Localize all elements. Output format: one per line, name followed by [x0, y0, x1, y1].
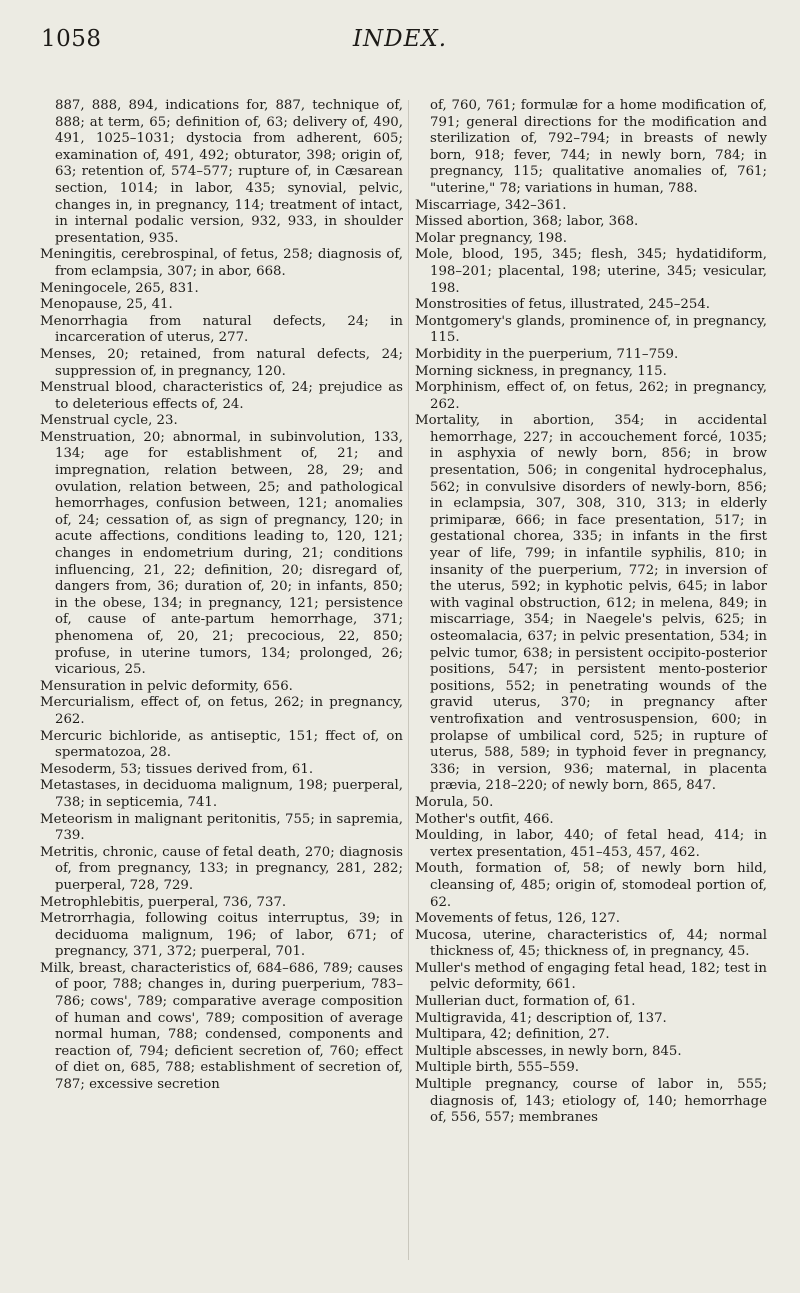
index-column-left [40, 98, 403, 1094]
index-entry: Morning sickness, in pregnancy, 115. [415, 363, 667, 379]
index-entry: Mesoderm, 53; tissues derived from, 61. [40, 761, 314, 777]
index-entry: Meningitis, cerebrospinal, of fetus, 258; diagnosis of, from eclampsia, 307; in abor, 668. [40, 247, 403, 279]
index-entry: Meteorism in malignant peritonitis, 755; in sapremia, 739. [40, 811, 403, 844]
index-entry: Metritis, chronic, cause of fetal death, 270; diagnosis of, from pregnancy, 133; in pregnancy, 281, 282; puerperal, 728, 729. [40, 844, 403, 893]
index-entry: Muller's method of engaging fetal head, 182; test in pelvic deformity, 661. [415, 960, 767, 993]
index-entry: Metrorrhagia, following coitus interruptus, 39; in deciduoma malignum, 196; of labor, 671; of pregnancy, 371, 372; puerperal, 701. [40, 911, 403, 960]
index-entry: Menstrual blood, characteristics of, 24; prejudice as to deleterious effects of, 24. [40, 380, 403, 412]
index-entry: Menstruation, 20; abnormal, in subinvolution, 133, 134; age for establishment of, 21; and impregnation, relation between, 28, 29; and ovulation, relation between, 25; and pathological hemorrhages, confusion between, 121; anomalies of, 24; cessation of, as sign of pregnancy, 120; in acute affections, conditions leading to, 120, 121; changes in endometrium during, 21; conditions influencing, 21, 22; definition, 20; disregard of, dangers from, 36; duration of, 20; in infants, 850; in the obese, 134; in pregnancy, 121; persistence of, cause of ante-partum hemorrhage, 371; phenomena of, 20, 21; precocious, 22, 850; profuse, in uterine tumors, 134; prolonged, 26; vicarious, 25. [40, 429, 403, 678]
index-entry: Monstrosities of fetus, illustrated, 245–254. [415, 297, 711, 313]
index-entry: Molar pregnancy, 198. [415, 230, 567, 246]
index-entry: Moulding, in labor, 440; of fetal head, 414; in vertex presentation, 451–453, 457, 462. [415, 828, 767, 860]
index-entry: Mother's outfit, 466. [415, 811, 554, 827]
index-entry: Multiple pregnancy, course of labor in, 555; diagnosis of, 143; etiology of, 140; hemorrhage of, 556, 557; membranes [415, 1077, 767, 1126]
index-entry: Mensuration in pelvic deformity, 656. [40, 678, 293, 694]
index-entry: Menopause, 25, 41. [40, 297, 173, 313]
index-entry: of, 760, 761; formulæ for a home modification of, 791; general directions for the modification and sterilization of, 792–794; in breasts of newly born, 918; fever, 744; in newly born, 784; in pregnancy, 115; qualitative anomalies of, 761; "uterine," 78; variations in human, 788. [430, 98, 767, 196]
index-entry: 887, 888, 894, indications for, 887, technique of, 888; at term, 65; definition of, 63; delivery of, 490, 491, 1025–1031; dystocia from adherent, 605; examination of, 491, 492; obturator, 398; origin of, 63; retention of, 574–577; rupture of, in Cæsarean section, 1014; in labor, 435; synovial, pelvic, changes in, in pregnancy, 114; treatment of intact, in internal podalic version, 932, 933, in shoulder presentation, 935. [55, 98, 403, 246]
index-entry: Mercurialism, effect of, on fetus, 262; in pregnancy, 262. [40, 695, 403, 727]
index-entry: Multigravida, 41; description of, 137. [415, 1010, 667, 1026]
index-entry: Menstrual cycle, 23. [40, 413, 178, 429]
index-entry: Multiple birth, 555–559. [415, 1060, 580, 1076]
index-entry: Mole, blood, 195, 345; flesh, 345; hydatidiform, 198–201; placental, 198; uterine, 345; vesicular, 198. [415, 247, 767, 296]
index-entry: Multiple abscesses, in newly born, 845. [415, 1043, 682, 1059]
index-entry: Metastases, in deciduoma malignum, 198; puerperal, 738; in septicemia, 741. [40, 778, 403, 810]
column-divider [408, 100, 409, 1260]
index-entry: Milk, breast, characteristics of, 684–686, 789; causes of poor, 788; changes in, during puerperium, 783–786; cows', 789; comparative average composition of human and cows', 789; composition of average normal human, 788; condensed, components and reaction of, 794; deficient secretion of, 760; effect of diet on, 685, 788; establishment of secretion of, 787; excessive secretion [40, 960, 403, 1093]
index-entry: Movements of fetus, 126, 127. [415, 911, 621, 927]
page-header [0, 26, 800, 66]
index-entry: Morphinism, effect of, on fetus, 262; in pregnancy, 262. [415, 380, 767, 412]
index-entry: Montgomery's glands, prominence of, in pregnancy, 115. [415, 313, 767, 346]
index-entry: Missed abortion, 368; labor, 368. [415, 214, 639, 230]
index-column-right [415, 98, 767, 1127]
index-entry: Morula, 50. [415, 794, 494, 810]
index-entry: Mouth, formation of, 58; of newly born hild, cleansing of, 485; origin of, stomodeal portion of, 62. [415, 861, 767, 910]
index-entry: Miscarriage, 342–361. [415, 197, 567, 213]
index-entry: Morbidity in the puerperium, 711–759. [415, 346, 679, 362]
index-entry: Mullerian duct, formation of, 61. [415, 994, 636, 1010]
index-entry: Mercuric bichloride, as antiseptic, 151; ffect of, on spermatozoa, 28. [40, 728, 403, 761]
index-entry: Meningocele, 265, 831. [40, 280, 199, 296]
index-entry: Mucosa, uterine, characteristics of, 44; normal thickness of, 45; thickness of, in pregnancy, 45. [415, 927, 767, 960]
index-entry: Menorrhagia from natural defects, 24; in incarceration of uterus, 277. [40, 313, 403, 346]
index-entry: Multipara, 42; definition, 27. [415, 1027, 610, 1043]
page-number: 1058 [41, 26, 102, 52]
running-head: INDEX. [352, 26, 448, 52]
index-entry: Menses, 20; retained, from natural defects, 24; suppression of, in pregnancy, 120. [40, 346, 403, 379]
index-entry: Metrophlebitis, puerperal, 736, 737. [40, 894, 287, 910]
index-entry: Mortality, in abortion, 354; in accidental hemorrhage, 227; in accouchement forcé, 1035; in asphyxia of newly born, 856; in brow presentation, 506; in congenital hydrocephalus, 562; in convulsive disorders of newly-born, 856; in eclampsia, 307, 308, 310, 313; in elderly primiparæ, 666; in face presentation, 517; in gestational chorea, 335; in infants in the first year of life, 799; in infantile syphilis, 810; in insanity of the puerperium, 772; in inversion of the uterus, 592; in kyphotic pelvis, 645; in labor with vaginal obstruction, 612; in melena, 849; in miscarriage, 354; in Naegele's pelvis, 625; in osteomalacia, 637; in pelvic presentation, 534; in pelvic tumor, 638; in persistent occipito-posterior positions, 547; in persistent mento-posterior positions, 552; in penetrating wounds of the gravid uterus, 370; in pregnancy after ventrofixation and ventrosuspension, 600; in prolapse of umbilical cord, 525; in rupture of uterus, 588, 589; in typhoid fever in pregnancy, 336; in version, 936; maternal, in placenta prævia, 218–220; of newly born, 865, 847. [415, 413, 767, 794]
